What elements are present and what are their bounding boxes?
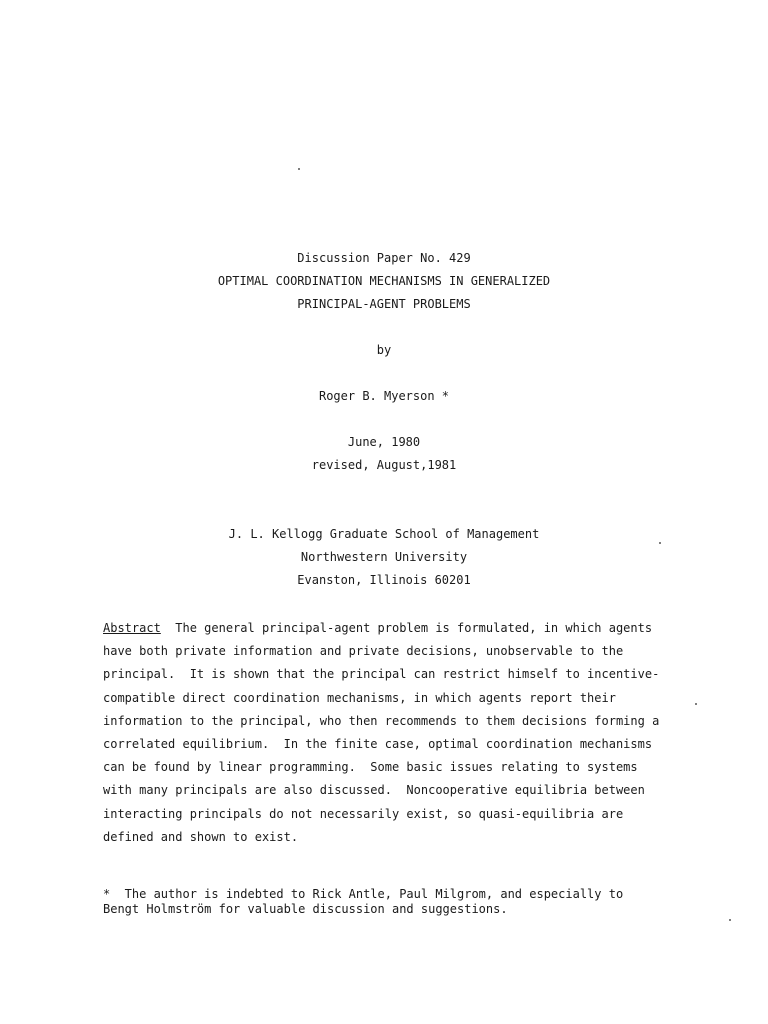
date-original: June, 1980 [347,435,421,449]
paper-number: Discussion Paper No. 429 [297,251,471,265]
abstract-line: can be found by linear programming. Some basic issues relating to systems [103,760,638,775]
footnote-line: * The author is indebted to Rick Antle, Paul Milgrom, and especially to [103,887,624,901]
scan-speck [659,542,661,544]
title-line-2: PRINCIPAL-AGENT PROBLEMS [297,297,471,311]
author-name: Roger B. Myerson * [318,389,450,403]
footnote-line: Bengt Holmström for valuable discussion and suggestions. [103,902,508,916]
abstract-block [103,617,678,849]
affiliation-university: Northwestern University [300,550,468,564]
scan-speck [729,919,731,921]
scan-speck [298,168,300,170]
affiliation-school: J. L. Kellogg Graduate School of Management [228,527,540,541]
abstract-line: correlated equilibrium. In the finite case, optimal coordination mechanisms [103,736,653,751]
scan-speck [695,703,697,705]
abstract-line [103,617,678,640]
abstract-line: have both private information and private decisions, unobservable to the [103,644,624,659]
author-footnote [103,887,683,917]
abstract-line: principal. It is shown that the principal can restrict himself to incentive- [103,667,660,682]
byline-by: by [376,343,392,357]
abstract-line: with many principals are also discussed. Noncooperative equilibria between [103,783,645,798]
abstract-line: compatible direct coordination mechanisms, in which agents report their [103,690,616,705]
affiliation-location: Evanston, Illinois 60201 [297,573,471,587]
abstract-label: Abstract [103,621,161,635]
title-line-1: OPTIMAL COORDINATION MECHANISMS IN GENERALIZED [217,274,551,288]
abstract-line: information to the principal, who then recommends to them decisions forming a [103,713,660,728]
date-revised: revised, August,1981 [311,458,457,472]
abstract-text: The general principal-agent problem is formulated, in which agents [160,621,653,635]
abstract-line: interacting principals do not necessarily exist, so quasi-equilibria are [103,806,624,821]
abstract-line: defined and shown to exist. [103,829,299,844]
